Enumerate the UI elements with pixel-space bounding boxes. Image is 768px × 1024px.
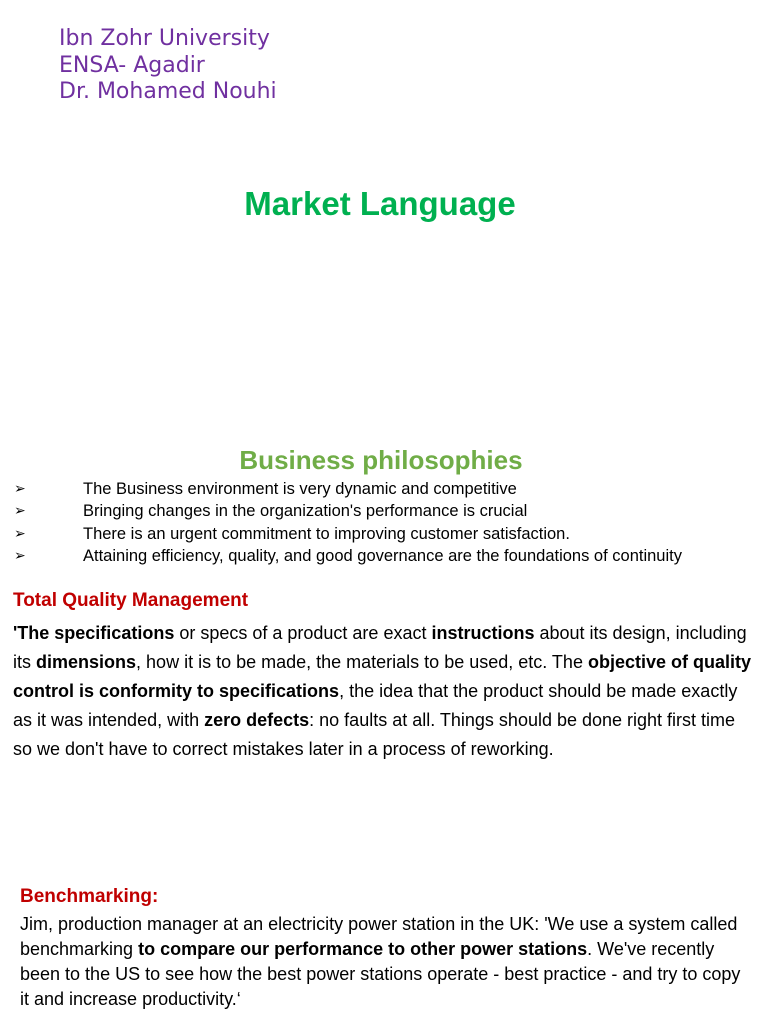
author-name: Dr. Mohamed Nouhi [59,79,277,104]
tqm-paragraph [13,619,758,764]
text: about its design, including its [13,623,747,672]
text: : no faults at all. Things should be done right first time so we don't have to correct mistakes later in a process of reworking. [13,710,736,759]
benchmarking-paragraph [20,912,750,1012]
text: , how it is to be made, the materials to be used, etc. The [136,652,588,672]
school-name: ENSA- Agadir [59,52,205,78]
text: Jim, production manager at an electricity power station in the UK: 'We use a system called benchmarking [20,914,738,959]
arrowhead-bullet-icon: ➢ [14,525,26,542]
list-item-text: Attaining efficiency, quality, and good governance are the foundations of continuity [83,546,682,565]
author-header [59,26,277,106]
bold-text: 'The specifications [13,623,175,643]
arrowhead-bullet-icon: ➢ [14,503,26,520]
benchmarking-heading: Benchmarking: [20,886,159,907]
list-item-text: There is an urgent commitment to improving customer satisfaction. [83,524,570,543]
page-title: Market Language [244,185,516,222]
business-philosophies-heading: Business philosophies [239,445,523,475]
list-item-text: The Business environment is very dynamic and competitive [83,480,517,498]
bold-text: zero defects [204,710,310,730]
text: or specs of a product are exact [174,623,432,643]
arrowhead-bullet-icon: ➢ [14,547,26,564]
arrowhead-bullet-icon: ➢ [14,481,26,497]
bold-text: objective of quality control is conformity to specifications [13,652,751,701]
bold-text: dimensions [36,652,137,672]
list-item-text: Bringing changes in the organization's performance is crucial [83,502,528,521]
university-name: Ibn Zohr University [59,26,270,51]
text: , the idea that the product should be made exactly as it was intended, with [13,681,738,730]
bold-text: instructions [431,623,535,643]
bold-text: to compare our performance to other power stations [138,939,588,959]
text: . We've recently been to the US to see how the best power stations operate - best practice - and try to copy it and increase productivity.‘ [20,939,741,1009]
tqm-heading: Total Quality Management [13,590,249,611]
